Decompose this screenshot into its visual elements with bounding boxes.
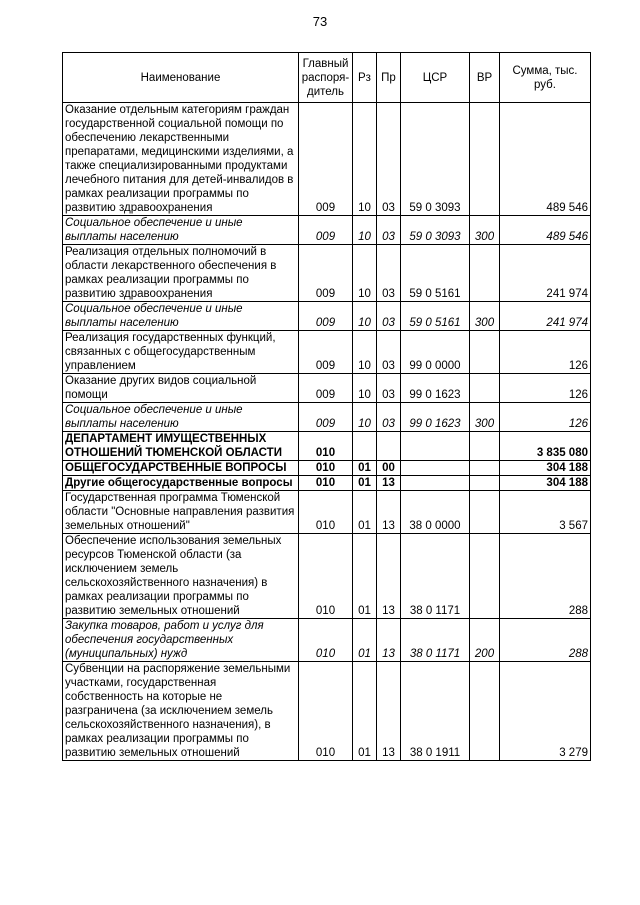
row-vr	[470, 331, 500, 374]
row-pr: 03	[377, 245, 401, 302]
row-csr: 38 0 1171	[401, 534, 470, 619]
row-vr	[470, 245, 500, 302]
row-sum: 3 835 080	[500, 432, 591, 461]
row-sum: 489 546	[500, 216, 591, 245]
row-name: Реализация отдельных полномочий в области лекарственного обеспечения в рамках реализации программы по развитию здравоохранения	[63, 245, 299, 302]
row-csr: 59 0 5161	[401, 245, 470, 302]
row-name: Социальное обеспечение и иные выплаты населению	[63, 403, 299, 432]
row-sum: 241 974	[500, 245, 591, 302]
table-row	[63, 662, 591, 761]
row-name: Субвенции на распоряжение земельными участками, государственная собственность на которые не разграничена (за исключением земель сельскохозяйственного назначения), в рамках реализации программы по развитию земельных отношений	[63, 662, 299, 761]
row-rz: 10	[353, 103, 377, 216]
row-name: Другие общегосударственные вопросы	[63, 476, 299, 491]
row-rz: 01	[353, 461, 377, 476]
row-rz: 10	[353, 331, 377, 374]
row-admin: 010	[299, 476, 353, 491]
row-pr: 13	[377, 534, 401, 619]
row-sum: 241 974	[500, 302, 591, 331]
row-pr: 13	[377, 491, 401, 534]
row-csr	[401, 461, 470, 476]
table-row	[63, 302, 591, 331]
row-admin: 009	[299, 374, 353, 403]
row-csr: 38 0 1171	[401, 619, 470, 662]
row-csr: 38 0 1911	[401, 662, 470, 761]
budget-table	[62, 52, 591, 761]
row-name: Обеспечение использования земельных ресурсов Тюменской области (за исключением земель сельскохозяйственного назначения) в рамках реализации программы по развитию земельных отношений	[63, 534, 299, 619]
row-name: Социальное обеспечение и иные выплаты населению	[63, 216, 299, 245]
row-name: Социальное обеспечение и иные выплаты населению	[63, 302, 299, 331]
row-pr: 03	[377, 403, 401, 432]
row-admin: 009	[299, 403, 353, 432]
row-vr: 300	[470, 216, 500, 245]
row-admin: 009	[299, 302, 353, 331]
row-name: Закупка товаров, работ и услуг для обеспечения государственных (муниципальных) нужд	[63, 619, 299, 662]
row-vr: 300	[470, 302, 500, 331]
row-vr	[470, 476, 500, 491]
row-pr: 03	[377, 374, 401, 403]
row-admin: 010	[299, 534, 353, 619]
table-row	[63, 331, 591, 374]
row-name: ДЕПАРТАМЕНТ ИМУЩЕСТВЕННЫХ ОТНОШЕНИЙ ТЮМЕНСКОЙ ОБЛАСТИ	[63, 432, 299, 461]
row-sum: 126	[500, 403, 591, 432]
row-vr	[470, 662, 500, 761]
row-vr	[470, 461, 500, 476]
header-csr: ЦСР	[401, 53, 470, 103]
row-csr: 59 0 5161	[401, 302, 470, 331]
row-vr	[470, 103, 500, 216]
row-rz: 10	[353, 374, 377, 403]
row-rz: 10	[353, 403, 377, 432]
header-row	[63, 53, 591, 103]
row-pr: 13	[377, 619, 401, 662]
row-pr	[377, 432, 401, 461]
row-admin: 009	[299, 103, 353, 216]
row-rz: 01	[353, 534, 377, 619]
row-csr: 59 0 3093	[401, 216, 470, 245]
row-rz: 10	[353, 245, 377, 302]
table-row	[63, 374, 591, 403]
row-name: ОБЩЕГОСУДАРСТВЕННЫЕ ВОПРОСЫ	[63, 461, 299, 476]
row-pr: 03	[377, 103, 401, 216]
row-vr: 300	[470, 403, 500, 432]
row-admin: 010	[299, 662, 353, 761]
row-sum: 288	[500, 619, 591, 662]
row-sum: 126	[500, 374, 591, 403]
row-csr	[401, 432, 470, 461]
row-sum: 288	[500, 534, 591, 619]
row-sum: 489 546	[500, 103, 591, 216]
row-csr: 99 0 0000	[401, 331, 470, 374]
row-sum: 3 279	[500, 662, 591, 761]
row-csr: 99 0 1623	[401, 403, 470, 432]
row-csr: 38 0 0000	[401, 491, 470, 534]
row-rz: 01	[353, 662, 377, 761]
row-csr	[401, 476, 470, 491]
row-rz: 10	[353, 216, 377, 245]
header-sum: Сумма, тыс. руб.	[500, 53, 591, 103]
row-admin: 010	[299, 619, 353, 662]
row-pr: 03	[377, 302, 401, 331]
table-row	[63, 491, 591, 534]
header-pr: Пр	[377, 53, 401, 103]
row-admin: 010	[299, 432, 353, 461]
row-pr: 03	[377, 216, 401, 245]
table-row	[63, 432, 591, 461]
row-admin: 010	[299, 491, 353, 534]
row-admin: 009	[299, 245, 353, 302]
table-row	[63, 461, 591, 476]
row-pr: 00	[377, 461, 401, 476]
row-sum: 304 188	[500, 476, 591, 491]
header-vr: ВР	[470, 53, 500, 103]
header-name: Наименование	[63, 53, 299, 103]
row-pr: 13	[377, 476, 401, 491]
row-vr	[470, 432, 500, 461]
row-vr	[470, 491, 500, 534]
row-csr: 59 0 3093	[401, 103, 470, 216]
row-admin: 010	[299, 461, 353, 476]
page-number: 73	[312, 14, 328, 29]
row-name: Реализация государственных функций, связанных с общегосударственным управлением	[63, 331, 299, 374]
row-rz: 10	[353, 302, 377, 331]
row-sum: 3 567	[500, 491, 591, 534]
table-row	[63, 534, 591, 619]
row-rz: 01	[353, 476, 377, 491]
row-vr	[470, 374, 500, 403]
table-row	[63, 245, 591, 302]
header-rz: Рз	[353, 53, 377, 103]
row-pr: 03	[377, 331, 401, 374]
row-csr: 99 0 1623	[401, 374, 470, 403]
row-name: Государственная программа Тюменской области "Основные направления развития земельных отношений"	[63, 491, 299, 534]
table-row	[63, 216, 591, 245]
row-name: Оказание других видов социальной помощи	[63, 374, 299, 403]
table-row	[63, 103, 591, 216]
row-name: Оказание отдельным категориям граждан государственной социальной помощи по обеспечению лекарственными препаратами, медицинскими изделиями, а также специализированными продуктами лечебного питания для детей-инвалидов в рамках реализации программы по развитию здравоохранения	[63, 103, 299, 216]
row-vr: 200	[470, 619, 500, 662]
row-sum: 126	[500, 331, 591, 374]
row-rz: 01	[353, 491, 377, 534]
row-admin: 009	[299, 216, 353, 245]
table-row	[63, 619, 591, 662]
table-row	[63, 403, 591, 432]
row-sum: 304 188	[500, 461, 591, 476]
row-vr	[470, 534, 500, 619]
header-admin: Главный распоря-дитель	[299, 53, 353, 103]
row-rz: 01	[353, 619, 377, 662]
row-admin: 009	[299, 331, 353, 374]
table-row	[63, 476, 591, 491]
row-rz	[353, 432, 377, 461]
row-pr: 13	[377, 662, 401, 761]
